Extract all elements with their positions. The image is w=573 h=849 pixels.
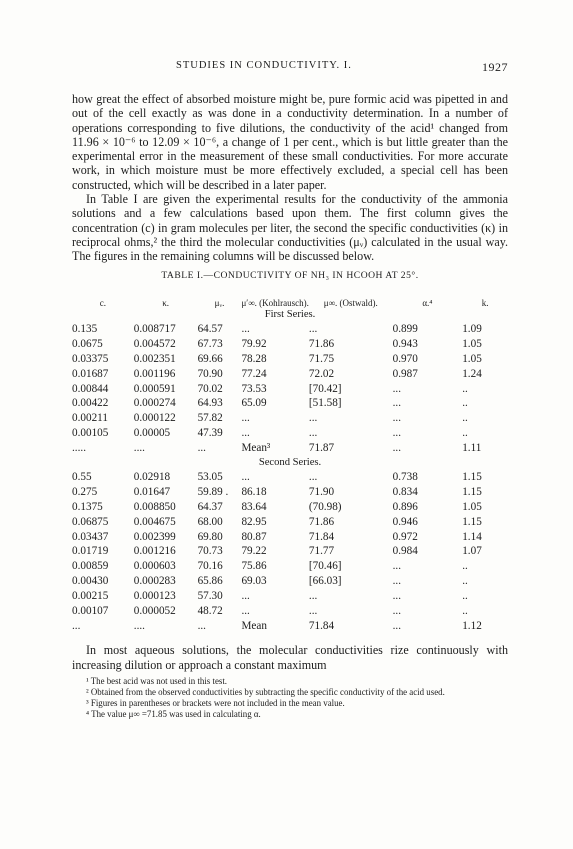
table-cell: 71.87 bbox=[308, 442, 335, 455]
table-cell: 0.275 bbox=[72, 485, 98, 498]
table-cell: 69.03 bbox=[241, 575, 267, 588]
table-cell: 64.93 bbox=[197, 397, 223, 410]
table-cell: ... bbox=[241, 605, 250, 618]
table-cell: 0.000591 bbox=[133, 382, 176, 395]
table-cell: 57.82 bbox=[197, 412, 223, 425]
table-cell: 1.05 bbox=[462, 352, 482, 365]
table-cell: 1.09 bbox=[462, 323, 482, 335]
table-cell: 75.86 bbox=[241, 560, 267, 573]
table-row bbox=[72, 499, 508, 514]
column-header: c. bbox=[99, 297, 106, 308]
table-cell: ... bbox=[308, 412, 318, 425]
table-cell: 0.1375 bbox=[72, 500, 103, 513]
table-row bbox=[72, 559, 508, 574]
table-row bbox=[72, 529, 508, 544]
table-cell: 70.16 bbox=[197, 560, 223, 573]
table-cell: .. bbox=[462, 560, 468, 573]
table-cell: .. bbox=[462, 427, 468, 440]
table-cell: .. bbox=[462, 412, 468, 425]
table-cell: 0.000052 bbox=[133, 605, 176, 618]
table-cell: 0.970 bbox=[392, 352, 418, 365]
table-row bbox=[72, 589, 508, 604]
table-cell: ... bbox=[197, 442, 206, 455]
table-cell: 0.03375 bbox=[72, 352, 109, 365]
table-row bbox=[72, 366, 508, 381]
table-cell: 0.943 bbox=[392, 337, 418, 350]
table-cell: 0.972 bbox=[392, 530, 418, 543]
table-cell: 0.01647 bbox=[133, 485, 171, 498]
table-cell: [51.58] bbox=[308, 397, 342, 410]
table-cell: 0.987 bbox=[392, 367, 418, 380]
table-cell: [70.46] bbox=[308, 560, 342, 573]
running-header bbox=[72, 60, 508, 78]
table-cell: 86.18 bbox=[241, 485, 267, 498]
table-row bbox=[72, 351, 508, 366]
table-cell: 0.899 bbox=[392, 323, 418, 335]
table-cell: 1.15 bbox=[462, 515, 482, 528]
column-header: α.⁴ bbox=[422, 297, 433, 308]
table-cell: 0.00211 bbox=[72, 412, 108, 425]
table-cell: ... bbox=[392, 412, 401, 425]
footnote: ³ Figures in parentheses or brackets were not included in the mean value. bbox=[86, 697, 345, 708]
table-cell: 0.000283 bbox=[133, 575, 176, 588]
body-text bbox=[72, 92, 508, 264]
table-cell: 0.834 bbox=[392, 485, 418, 498]
table-cell: 0.00105 bbox=[72, 427, 109, 440]
table-cell: ... bbox=[197, 619, 206, 632]
running-title: STUDIES IN CONDUCTIVITY. I. bbox=[176, 60, 352, 71]
table-cell: 0.01687 bbox=[72, 367, 109, 380]
table-cell: [66.03] bbox=[308, 575, 342, 588]
table-cell: 0.004675 bbox=[133, 515, 176, 528]
table-cell: 70.02 bbox=[197, 382, 223, 395]
table-row bbox=[72, 381, 508, 396]
table-cell: 0.00215 bbox=[72, 590, 109, 603]
page-number: 1927 bbox=[482, 60, 508, 74]
table-row bbox=[72, 604, 508, 619]
table-cell: 0.00005 bbox=[133, 427, 171, 440]
table-cell: 65.86 bbox=[197, 575, 223, 588]
table-cell: 0.896 bbox=[392, 500, 418, 513]
table-cell: 0.02918 bbox=[133, 471, 171, 484]
table-cell: 0.01719 bbox=[72, 545, 109, 558]
section-title-row bbox=[72, 308, 508, 322]
table-cell: 0.00844 bbox=[72, 382, 109, 395]
table-row bbox=[72, 618, 508, 633]
paragraph: In Table I are given the experimental results for the conductivity of the ammonia solutions and a few calculations based upon them. The first column gives the concentration (c) in gram molecules per liter, the second the specific conductivities (κ) in reciprocal ohms,² the third the molecular conductivities (μᵥ) calculated in the usual way. The figures in the remaining columns will be discussed below. bbox=[72, 192, 508, 264]
table-cell: ... bbox=[241, 590, 250, 603]
table-cell: .. bbox=[462, 590, 468, 603]
table-cell: 65.09 bbox=[241, 397, 267, 410]
table-cell: ..... bbox=[72, 442, 86, 455]
table-cell: (70.98) bbox=[308, 500, 342, 513]
table-cell: 0.000274 bbox=[133, 397, 176, 410]
table-cell: 79.92 bbox=[241, 337, 267, 350]
table-cell: ... bbox=[392, 575, 401, 588]
table-cell: 71.77 bbox=[308, 545, 335, 558]
table-caption: TABLE I.—CONDUCTIVITY OF NH₃ IN HCOOH AT 25°. bbox=[161, 269, 419, 281]
table-cell: 71.86 bbox=[308, 515, 335, 528]
table-cell: 0.000122 bbox=[133, 412, 176, 425]
table-cell: ... bbox=[392, 382, 401, 395]
table-cell: 1.15 bbox=[462, 471, 482, 484]
footnote: ⁴ The value μ∞ =71.85 was used in calculating α. bbox=[86, 708, 261, 719]
table-cell: 1.24 bbox=[462, 367, 482, 380]
table-cell: 1.14 bbox=[462, 530, 482, 543]
table-cell: 1.05 bbox=[462, 500, 482, 513]
table-cell: 80.87 bbox=[241, 530, 267, 543]
column-header: k. bbox=[481, 297, 489, 308]
table-cell: ... bbox=[308, 590, 318, 603]
table-row bbox=[72, 441, 508, 456]
table-cell: .. bbox=[462, 397, 468, 410]
table-cell: 0.001196 bbox=[133, 367, 176, 380]
table-cell: 0.002351 bbox=[133, 352, 176, 365]
table-cell: ... bbox=[392, 560, 401, 573]
table-cell: 0.55 bbox=[72, 471, 92, 484]
table-cell: ... bbox=[241, 427, 250, 440]
table-row bbox=[72, 514, 508, 529]
table-cell: .. bbox=[462, 382, 468, 395]
table-cell: 71.75 bbox=[308, 352, 335, 365]
table-row bbox=[72, 426, 508, 441]
table-cell: 47.39 bbox=[197, 427, 223, 440]
table-cell: 0.001216 bbox=[133, 545, 176, 558]
table-cell: 0.002399 bbox=[133, 530, 176, 543]
table-row bbox=[72, 411, 508, 426]
section-title: Second Series. bbox=[258, 457, 322, 469]
table-cell: 57.30 bbox=[197, 590, 223, 603]
table-cell: 0.000603 bbox=[133, 560, 176, 573]
section-title-row bbox=[72, 456, 508, 470]
table-cell: 77.24 bbox=[241, 367, 267, 380]
table-cell: 1.05 bbox=[462, 337, 482, 350]
table-row bbox=[72, 322, 508, 337]
table-cell: 0.738 bbox=[392, 471, 418, 484]
table-row bbox=[72, 336, 508, 351]
table-cell: 72.02 bbox=[308, 367, 335, 380]
table-cell: 79.22 bbox=[241, 545, 267, 558]
table-cell: ... bbox=[308, 427, 318, 440]
table-cell: 0.004572 bbox=[133, 337, 176, 350]
table-cell: 0.00107 bbox=[72, 605, 109, 618]
table-cell: 71.86 bbox=[308, 337, 335, 350]
table-cell: ... bbox=[241, 323, 250, 335]
table-row bbox=[72, 470, 508, 485]
table-cell: ... bbox=[392, 619, 401, 632]
table-cell: 0.00422 bbox=[72, 397, 109, 410]
table-cell: ... bbox=[392, 397, 401, 410]
paragraph: how great the effect of absorbed moisture might be, pure formic acid was pipetted in and out of the cell exactly as was done in a conductivity determination. In a number of operations corresponding to five dilutions, the conductivity of the acid¹ changed from 11.96 × 10⁻⁶ to 12.09 × 10⁻⁶, a change of 1 per cent., which is but little greater than the experimental error in the measurement of these small conductivities. For more accurate work, in which moisture must be more effectively excluded, a special cell has been constructed, which will be described in a later paper. bbox=[72, 92, 508, 192]
page bbox=[72, 60, 508, 720]
table-row bbox=[72, 484, 508, 499]
table-cell: 0.000123 bbox=[133, 590, 176, 603]
table-cell: 59.89 . bbox=[197, 485, 229, 498]
table-cell: 71.84 bbox=[308, 619, 335, 632]
table-cell: .. bbox=[462, 575, 468, 588]
table-row bbox=[72, 396, 508, 411]
column-header: μ∞. (Ostwald). bbox=[323, 297, 378, 308]
column-header: μᵥ. bbox=[214, 297, 225, 308]
table-cell: 69.80 bbox=[197, 530, 223, 543]
footnotes bbox=[72, 676, 508, 720]
table-cell: 1.07 bbox=[462, 545, 482, 558]
table-cell: 0.946 bbox=[392, 515, 418, 528]
table-cell: .... bbox=[133, 619, 145, 632]
table-cell: 0.135 bbox=[72, 323, 98, 335]
table-cell: 1.15 bbox=[462, 485, 482, 498]
table-cell: 1.12 bbox=[462, 619, 482, 632]
table-cell: 64.57 bbox=[197, 323, 223, 335]
footnote: ¹ The best acid was not used in this test. bbox=[86, 675, 228, 686]
table-cell: 0.0675 bbox=[72, 337, 103, 350]
table-cell: 70.90 bbox=[197, 367, 223, 380]
table-cell: 68.00 bbox=[197, 515, 223, 528]
table-cell: 73.53 bbox=[241, 382, 267, 395]
table-cell: 53.05 bbox=[197, 471, 223, 484]
table-cell: ... bbox=[72, 619, 81, 632]
table-cell: 83.64 bbox=[241, 500, 267, 513]
table-cell: 67.73 bbox=[197, 337, 223, 350]
table-row bbox=[72, 544, 508, 559]
table-cell: ... bbox=[308, 471, 318, 484]
table-cell: 0.03437 bbox=[72, 530, 109, 543]
table-cell: Mean bbox=[241, 619, 267, 632]
table-header-row bbox=[72, 286, 508, 308]
section-title: First Series. bbox=[264, 309, 316, 321]
table-cell: .. bbox=[462, 605, 468, 618]
table-cell: 82.95 bbox=[241, 515, 267, 528]
column-header: κ. bbox=[162, 297, 170, 308]
table-cell: 0.008717 bbox=[133, 323, 176, 335]
table-cell: 69.66 bbox=[197, 352, 223, 365]
table-cell: 70.73 bbox=[197, 545, 223, 558]
table-cell: ... bbox=[241, 412, 250, 425]
table-cell: ... bbox=[392, 427, 401, 440]
table-cell: 71.90 bbox=[308, 485, 335, 498]
table-cell: Mean³ bbox=[241, 442, 271, 455]
footnote: ² Obtained from the observed conductivities by subtracting the specific conductivity of the acid used. bbox=[86, 686, 445, 697]
table-cell: ... bbox=[392, 590, 401, 603]
conductivity-table bbox=[72, 286, 508, 634]
table-cell: [70.42] bbox=[308, 382, 342, 395]
column-header: μ′∞. (Kohlrausch). bbox=[241, 297, 309, 308]
table-cell: 78.28 bbox=[241, 352, 267, 365]
table-cell: 48.72 bbox=[197, 605, 223, 618]
table-row bbox=[72, 574, 508, 589]
table-cell: 0.984 bbox=[392, 545, 418, 558]
table-cell: 64.37 bbox=[197, 500, 223, 513]
closing-paragraph: In most aqueous solutions, the molecular conductivities rize continuously with increasing dilution or approach a constant maximum bbox=[72, 643, 508, 672]
table-cell: .... bbox=[133, 442, 145, 455]
table-cell: ... bbox=[392, 605, 401, 618]
table-cell: 0.00859 bbox=[72, 560, 109, 573]
table-cell: ... bbox=[308, 323, 318, 335]
table-cell: 1.11 bbox=[462, 442, 482, 455]
table-cell: 0.00430 bbox=[72, 575, 109, 588]
table-cell: 0.06875 bbox=[72, 515, 109, 528]
table-cell: ... bbox=[392, 442, 401, 455]
table-cell: 71.84 bbox=[308, 530, 335, 543]
table-cell: 0.008850 bbox=[133, 500, 176, 513]
table-cell: ... bbox=[241, 471, 250, 484]
table-cell: ... bbox=[308, 605, 318, 618]
